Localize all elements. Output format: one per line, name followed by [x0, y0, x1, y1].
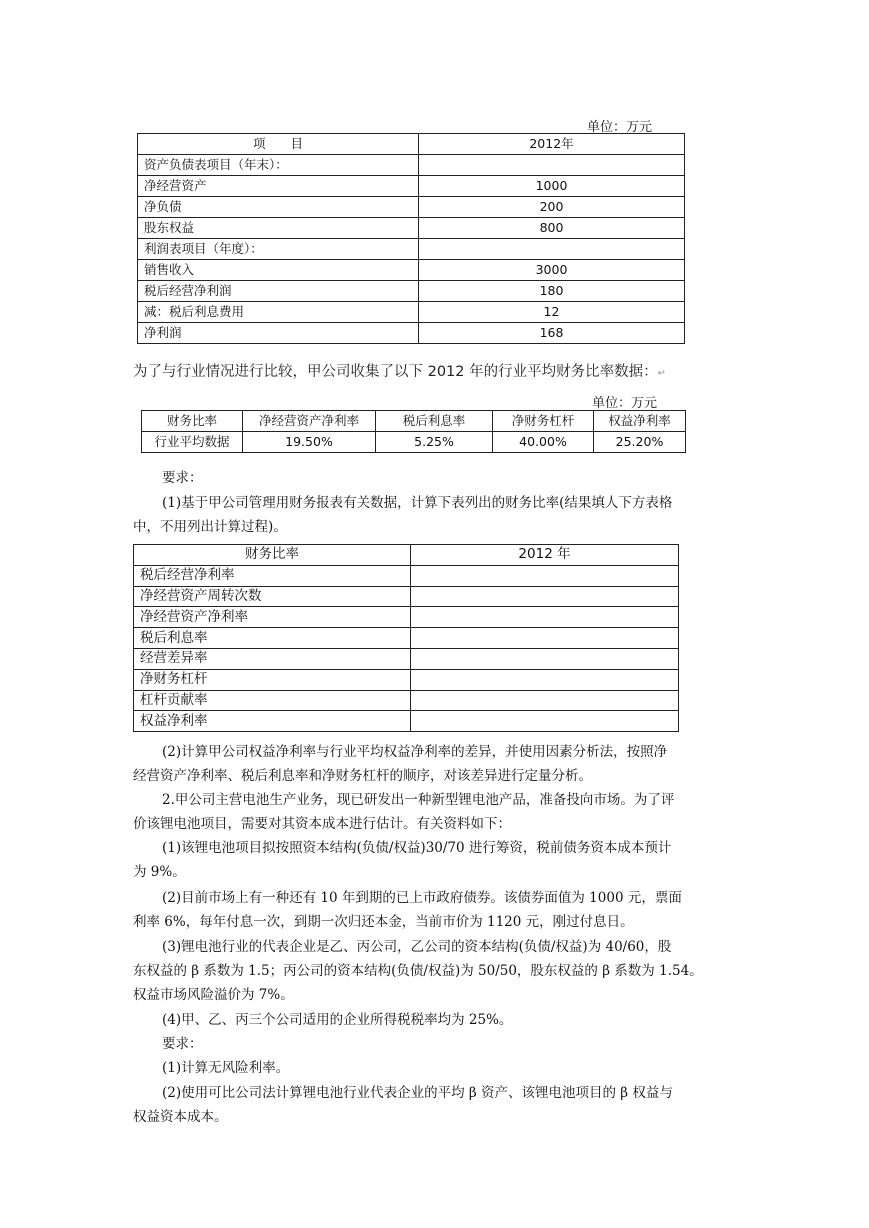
row-value: 25.20%	[594, 432, 686, 453]
table-row	[138, 155, 685, 176]
row-label: 净经营资产周转次数	[134, 586, 411, 607]
answer-cell	[411, 648, 679, 669]
row-label: 经营差异率	[134, 648, 411, 669]
table-header-row	[142, 411, 686, 432]
intro-sentence: 为了与行业情况进行比较，甲公司收集了以下 2012 年的行业平均财务比率数据：	[133, 364, 658, 380]
row-label: 资产负债表项目（年末）：	[138, 155, 419, 176]
header-cell-ratio: 财务比率	[134, 545, 411, 566]
return-mark-icon: ↵	[657, 368, 667, 379]
paragraph-line: 权益资本成本。	[133, 1109, 228, 1125]
row-label: 净负债	[138, 197, 419, 218]
row-label: 杠杆贡献率	[134, 690, 411, 711]
paragraph-line: 2.甲公司主营电池生产业务，现已研发出一种新型锂电池产品，准备投向市场。为了评	[162, 792, 675, 808]
row-value	[419, 239, 685, 260]
row-label: 行业平均数据	[142, 432, 243, 453]
table-row	[134, 628, 679, 649]
requirement-heading: 要求：	[162, 470, 203, 486]
answer-cell	[411, 690, 679, 711]
row-label: 权益净利率	[134, 711, 411, 732]
table-row	[134, 690, 679, 711]
row-value: 40.00%	[493, 432, 594, 453]
table-row	[138, 281, 685, 302]
paragraph-line: (2)目前市场上有一种还有 10 年到期的已上市政府债券。该债券面值为 1000 元，票面	[162, 890, 682, 906]
table-row	[142, 432, 686, 453]
table-row	[134, 607, 679, 628]
table-row	[138, 239, 685, 260]
intro-text	[133, 360, 666, 381]
row-label: 利润表项目（年度）：	[138, 239, 419, 260]
row-label: 减：税后利息费用	[138, 302, 419, 323]
paragraph-line: 经营资产净利率、税后利息率和净财务杠杆的顺序，对该差异进行定量分析。	[133, 768, 592, 784]
header-cell: 权益净利率	[594, 411, 686, 432]
table-header-row	[134, 545, 679, 566]
header-cell-item: 项 目	[138, 134, 419, 155]
header-cell: 净财务杠杆	[493, 411, 594, 432]
row-value: 19.50%	[243, 432, 376, 453]
table-row	[134, 565, 679, 586]
row-label: 净财务杠杆	[134, 669, 411, 690]
paragraph-line: 为 9%。	[133, 864, 186, 880]
table-row	[138, 260, 685, 281]
row-label: 股东权益	[138, 218, 419, 239]
unit-label: 单位：万元	[587, 120, 653, 135]
paragraph-line: 东权益的 β 系数为 1.5；丙公司的资本结构(负债/权益)为 50/50，股东权益的 β 系数为 1.54。	[133, 963, 703, 979]
header-cell-year: 2012 年	[411, 545, 679, 566]
row-value: 200	[419, 197, 685, 218]
row-value: 3000	[419, 260, 685, 281]
row-value: 5.25%	[376, 432, 493, 453]
row-value: 168	[419, 323, 685, 344]
row-label: 销售收入	[138, 260, 419, 281]
paragraph-line: 利率 6%，每年付息一次，到期一次归还本金，当前市价为 1120 元，刚过付息日。	[133, 914, 634, 930]
answer-cell	[411, 565, 679, 586]
header-cell-year: 2012年	[419, 134, 685, 155]
paragraph-line: (1)计算无风险利率。	[162, 1060, 290, 1076]
table-row	[134, 669, 679, 690]
row-label: 税后经营净利润	[138, 281, 419, 302]
table-row	[138, 218, 685, 239]
row-label: 净利润	[138, 323, 419, 344]
paragraph-line: (4)甲、乙、丙三个公司适用的企业所得税税率均为 25%。	[162, 1012, 513, 1028]
paragraph-line: 权益市场风险溢价为 7%。	[133, 987, 294, 1003]
row-label: 税后经营净利率	[134, 565, 411, 586]
table-row	[134, 711, 679, 732]
row-label: 净经营资产净利率	[134, 607, 411, 628]
row-label: 净经营资产	[138, 176, 419, 197]
requirement-1-line-2: 中，不用列出计算过程)。	[133, 519, 287, 535]
paragraph-line: 价该锂电池项目，需要对其资本成本进行估计。有关资料如下：	[133, 816, 511, 832]
paragraph-line: (2)计算甲公司权益净利率与行业平均权益净利率的差异，并使用因素分析法，按照净	[162, 744, 668, 760]
answer-cell	[411, 586, 679, 607]
answer-cell	[411, 711, 679, 732]
paragraph-line: (2)使用可比公司法计算锂电池行业代表企业的平均 β 资产、该锂电池项目的 β 权益与	[162, 1085, 673, 1101]
table-header-row	[138, 134, 685, 155]
unit-label-2: 单位：万元	[592, 396, 658, 411]
answer-cell	[411, 628, 679, 649]
paragraph-line: (3)锂电池行业的代表企业是乙、丙公司，乙公司的资本结构(负债/权益)为 40/60，股	[162, 939, 672, 955]
row-value: 12	[419, 302, 685, 323]
header-cell: 税后利息率	[376, 411, 493, 432]
requirement-heading-2: 要求：	[162, 1036, 203, 1052]
row-value: 1000	[419, 176, 685, 197]
row-label: 税后利息率	[134, 628, 411, 649]
table-row	[138, 176, 685, 197]
table-row	[134, 648, 679, 669]
industry-ratio-table	[141, 410, 686, 453]
requirement-1-line-1: (1)基于甲公司管理用财务报表有关数据，计算下表列出的财务比率(结果填人下方表格	[162, 495, 673, 511]
table-row	[138, 302, 685, 323]
answer-cell	[411, 669, 679, 690]
table-row	[134, 586, 679, 607]
row-value: 180	[419, 281, 685, 302]
answer-cell	[411, 607, 679, 628]
row-value	[419, 155, 685, 176]
table-row	[138, 197, 685, 218]
balance-income-table	[137, 133, 685, 344]
table-row	[138, 323, 685, 344]
paragraph-line: (1)该锂电池项目拟按照资本结构(负债/权益)30/70 进行筹资，税前债务资本成本预计	[162, 840, 672, 856]
header-cell: 净经营资产净利率	[243, 411, 376, 432]
ratio-answer-table	[133, 544, 679, 732]
header-cell: 财务比率	[142, 411, 243, 432]
row-value: 800	[419, 218, 685, 239]
